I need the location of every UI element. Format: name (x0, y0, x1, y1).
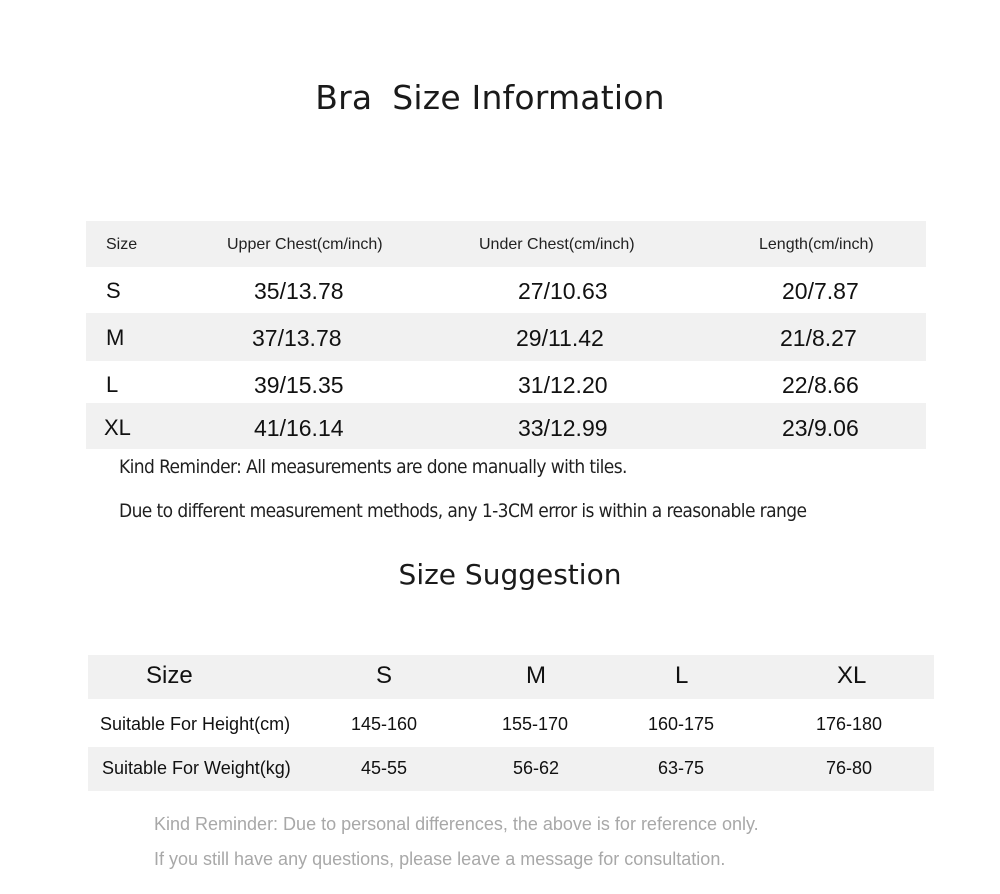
row-l-upper: 39/15.35 (254, 372, 344, 398)
row-xl-under: 33/12.99 (518, 415, 608, 441)
title-prefix: Bra (315, 78, 373, 117)
header-length: Length(cm/inch) (759, 236, 874, 253)
suggestion-header-s: S (376, 662, 393, 689)
row-xl-upper: 41/16.14 (254, 415, 344, 441)
weight-m: 56-62 (513, 758, 560, 778)
row-s-under: 27/10.63 (518, 278, 608, 304)
header-size: Size (106, 236, 138, 253)
suggestion-header-l: L (675, 662, 689, 689)
weight-l: 63-75 (658, 758, 705, 778)
measurement-note-1: Kind Reminder: All measurements are done manually with tiles. (119, 456, 627, 478)
height-label: Suitable For Height(cm) (100, 714, 291, 734)
row-m-upper: 37/13.78 (252, 325, 342, 351)
height-l: 160-175 (648, 714, 715, 734)
row-xl-length: 23/9.06 (782, 415, 859, 441)
row-m-size: M (106, 325, 125, 350)
row-s-size: S (106, 278, 121, 303)
footer-note-1: Kind Reminder: Due to personal differences, the above is for reference only. (154, 814, 759, 834)
row-s-upper: 35/13.78 (254, 278, 344, 304)
suggestion-header-size: Size (146, 662, 193, 689)
measurement-note-2: Due to different measurement methods, any 1-3CM error is within a reasonable range (119, 500, 807, 522)
row-s-length: 20/7.87 (782, 278, 859, 304)
suggestion-title: Size Suggestion (398, 558, 622, 591)
suggestion-header-xl: XL (837, 662, 867, 689)
row-l-under: 31/12.20 (518, 372, 608, 398)
suggestion-header-m: M (526, 662, 546, 689)
suggestion-header-band (88, 655, 934, 699)
height-m: 155-170 (502, 714, 569, 734)
row-l-size: L (106, 372, 119, 397)
height-xl: 176-180 (816, 714, 883, 734)
row-m-under: 29/11.42 (516, 325, 604, 351)
row-l-length: 22/8.66 (782, 372, 859, 398)
footer-note-2: If you still have any questions, please leave a message for consultation. (154, 849, 726, 869)
weight-label: Suitable For Weight(kg) (102, 758, 291, 778)
title-main: Size Information (392, 78, 665, 117)
header-upper-chest: Upper Chest(cm/inch) (227, 236, 383, 253)
row-xl-size: XL (104, 415, 131, 440)
weight-xl: 76-80 (826, 758, 873, 778)
height-s: 145-160 (351, 714, 418, 734)
header-under-chest: Under Chest(cm/inch) (479, 236, 635, 253)
row-m-length: 21/8.27 (780, 325, 857, 351)
page-title (0, 78, 980, 117)
weight-s: 45-55 (361, 758, 408, 778)
